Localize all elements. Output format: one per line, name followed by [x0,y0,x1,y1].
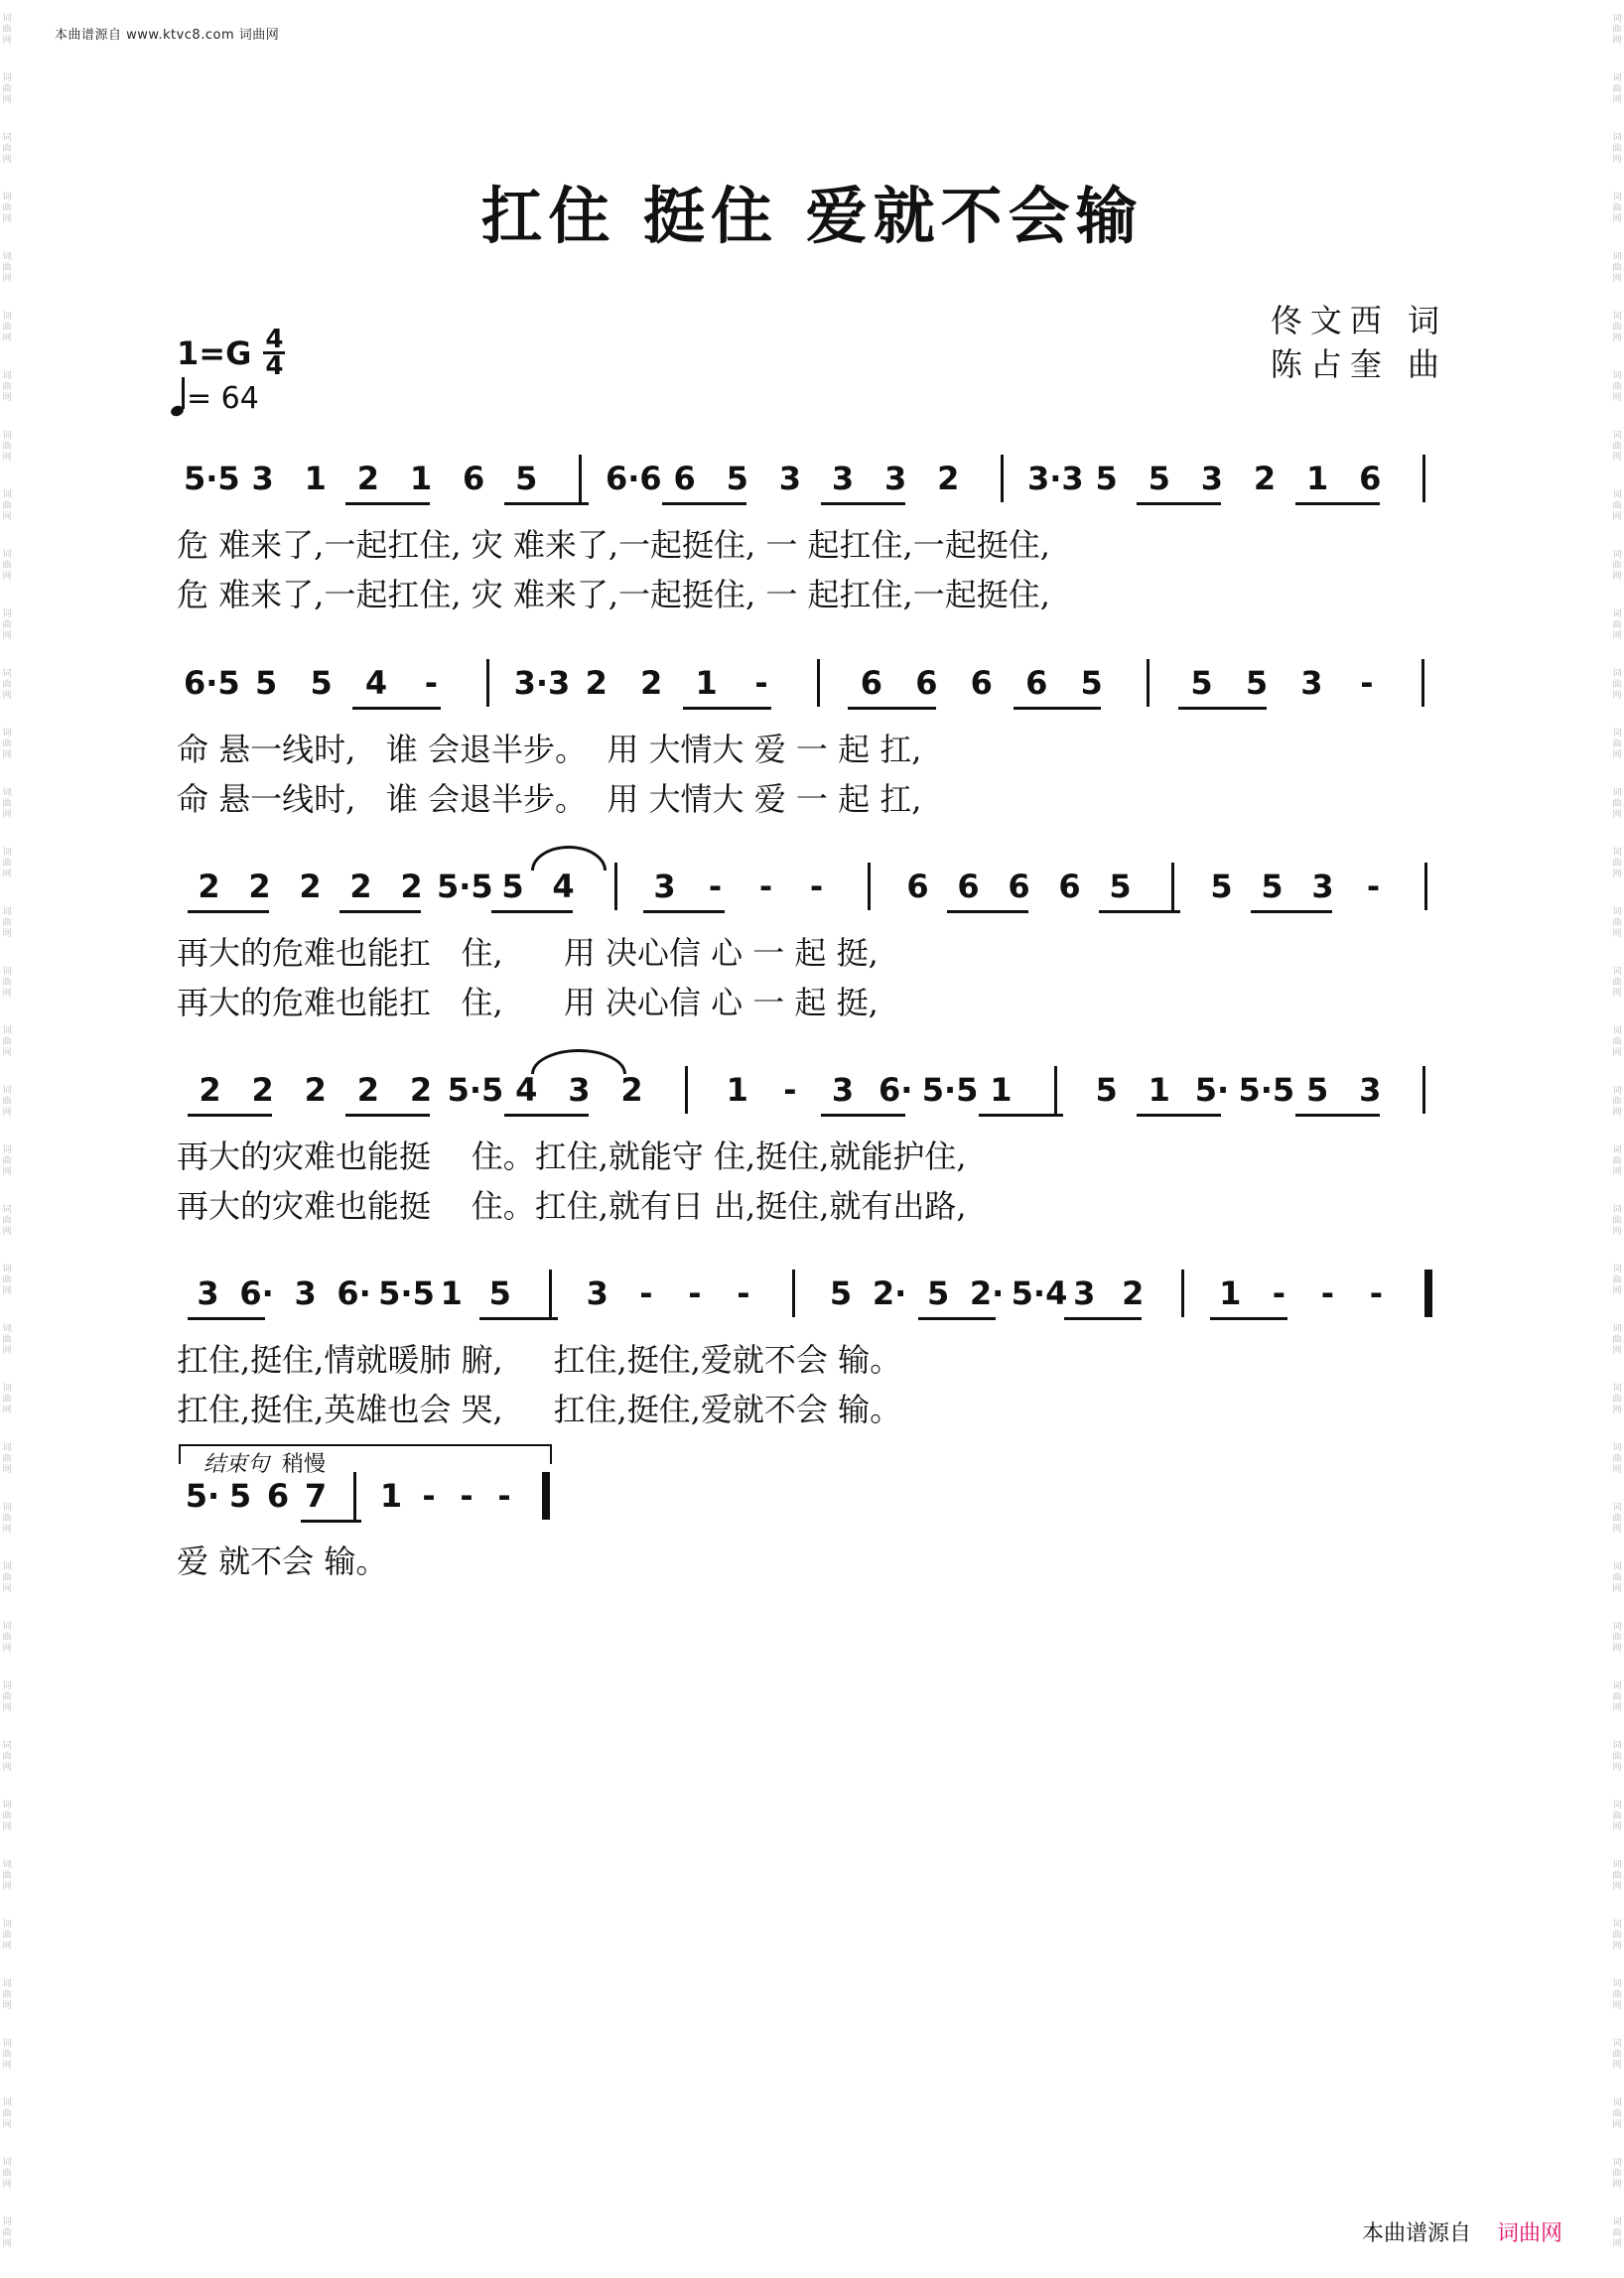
underline-beam [643,910,725,913]
watermark-group: 词 曲 网 [2,13,12,46]
watermark-group: 词 曲 网 [1612,847,1622,879]
barline [1424,863,1427,910]
lyric-line-2: 命 悬一线时, 谁 会退半步。 用 大情大 爱 一 起 扛, [177,780,922,818]
underline-beam [345,1114,430,1117]
underline-beam [188,1114,272,1117]
barline [1147,659,1150,707]
watermark-group: 词 曲 网 [2,1502,12,1535]
watermark-group: 词 曲 网 [1612,1859,1622,1892]
underline-beam [979,1114,1063,1117]
jianpu-note: 2 [304,1071,327,1109]
jianpu-note: 2 [356,1071,380,1109]
watermark-group: 词 曲 网 [2,1621,12,1654]
jianpu-note: 6 [957,868,980,905]
jianpu-note: 6 [1008,868,1030,905]
left-watermark-strip [0,0,14,2278]
jianpu-note: 6 [673,460,696,497]
jianpu-note: 2 [409,1071,433,1109]
jianpu-note: - [1272,1274,1286,1312]
jianpu-note: 3 [653,868,676,905]
jianpu-note: 6· [239,1274,274,1312]
jianpu-note: - [688,1274,702,1312]
jianpu-note: - [783,1071,797,1109]
watermark-group: 词 曲 网 [1612,1502,1622,1535]
jianpu-note: 6 [906,868,929,905]
watermark-group: 词 曲 网 [1612,251,1622,284]
lyric-line-2: 再大的危难也能扛 住, 用 决心信 心 一 起 挺, [177,984,879,1021]
jianpu-note: 2 [248,868,271,905]
composer-credit: 陈占奎 曲 [1270,345,1447,383]
jianpu-note: 5· [185,1477,220,1515]
jianpu-note: 2 [585,664,608,702]
jianpu-note: 5·5 [184,460,240,497]
jianpu-note: 2 [1253,460,1277,497]
underline-beam [662,502,746,505]
jianpu-note: 6 [915,664,938,702]
watermark-group: 词 曲 网 [2,370,12,403]
underline-beam [1295,502,1380,505]
jianpu-note: - [639,1274,653,1312]
watermark-group: 词 曲 网 [2,1323,12,1356]
jianpu-note: 5 [1210,868,1233,905]
notation-row [0,1476,1624,1522]
watermark-group: 词 曲 网 [1612,132,1622,165]
lyric-line-1: 扛住,挺住,情就暖肺 腑, 扛住,挺住,爱就不会 输。 [177,1341,902,1379]
watermark-group: 词 曲 网 [2,1800,12,1832]
watermark-group: 词 曲 网 [1612,430,1622,463]
watermark-group: 词 曲 网 [1612,489,1622,522]
barline [1054,1066,1057,1114]
watermark-group: 词 曲 网 [1612,1204,1622,1237]
jianpu-note: - [424,664,439,702]
underline-beam [504,1114,589,1117]
watermark-group: 词 曲 网 [1612,1264,1622,1296]
watermark-group: 词 曲 网 [2,1740,12,1773]
watermark-group: 词 曲 网 [1612,1085,1622,1118]
underline-beam [683,707,771,710]
watermark-group: 词 曲 网 [2,311,12,343]
jianpu-note: 6 [266,1477,290,1515]
underline-beam [345,502,430,505]
jianpu-note: 5 [1245,664,1269,702]
ending-label-text: 结束句 [203,1452,270,1477]
watermark-group: 词 曲 网 [2,1561,12,1594]
watermark-group: 词 曲 网 [1612,2038,1622,2071]
watermark-group: 词 曲 网 [2,251,12,284]
jianpu-note: 6·6 [606,460,662,497]
watermark-group: 词 曲 网 [2,728,12,760]
underline-beam [918,1317,996,1320]
jianpu-note: - [758,868,773,905]
jianpu-note: 2 [356,460,380,497]
watermark-group: 词 曲 网 [2,1442,12,1475]
jianpu-note: - [497,1477,511,1515]
watermark-group: 词 曲 网 [1612,1919,1622,1951]
jianpu-note: 5 [1261,868,1284,905]
jianpu-note: 1 [695,664,718,702]
watermark-group: 词 曲 网 [1612,966,1622,999]
jianpu-note: 3 [1359,1071,1382,1109]
underline-beam [1014,707,1102,710]
watermark-group: 词 曲 网 [1612,668,1622,701]
watermark-group: 词 曲 网 [2,2216,12,2249]
underline-beam [301,1520,361,1523]
watermark-group: 词 曲 网 [2,608,12,641]
jianpu-note: 4 [515,1071,538,1109]
watermark-group: 词 曲 网 [2,1680,12,1713]
underline-beam [1137,1114,1221,1117]
underline-beam [1099,910,1180,913]
underline-beam [1064,1317,1142,1320]
barline [1422,1066,1425,1114]
watermark-group: 词 曲 网 [1612,1144,1622,1177]
watermark-group: 词 曲 网 [1612,1561,1622,1594]
jianpu-note: 1 [379,1477,403,1515]
jianpu-note: 6 [1058,868,1081,905]
watermark-group: 词 曲 网 [1612,549,1622,582]
jianpu-note: 5 [515,460,538,497]
watermark-group: 词 曲 网 [2,1025,12,1058]
watermark-group: 词 曲 网 [2,1264,12,1296]
underline-beam [479,1317,557,1320]
jianpu-note: 5 [1109,868,1132,905]
jianpu-note: 6· [337,1274,371,1312]
jianpu-note: 1 [726,1071,748,1109]
jianpu-note: 5 [1148,460,1170,497]
barline [579,455,582,502]
ending-label [203,1447,326,1478]
jianpu-note: 3 [197,1274,219,1312]
jianpu-note: 5 [726,460,748,497]
jianpu-note: 5 [1306,1071,1329,1109]
jianpu-note: 2 [199,1071,221,1109]
jianpu-note: 5 [310,664,333,702]
watermark-group: 词 曲 网 [1612,1323,1622,1356]
lyric-line-2: 扛住,挺住,英雄也会 哭, 扛住,挺住,爱就不会 输。 [177,1391,902,1428]
lyric-line-1: 命 悬一线时, 谁 会退半步。 用 大情大 爱 一 起 扛, [177,731,922,768]
jianpu-note: 6 [1025,664,1048,702]
jianpu-note: 2 [620,1071,643,1109]
jianpu-note: 2 [937,460,960,497]
jianpu-note: - [1320,1274,1335,1312]
tempo-value: = 64 [187,381,259,416]
watermark-group: 词 曲 网 [1612,1800,1622,1832]
watermark-group: 词 曲 网 [2,966,12,999]
jianpu-note: 3 [294,1274,317,1312]
jianpu-note: 5 [1095,460,1118,497]
jianpu-note: 2 [640,664,663,702]
watermark-group: 词 曲 网 [2,1204,12,1237]
watermark-group: 词 曲 网 [1612,311,1622,343]
jianpu-note: 3 [884,460,907,497]
watermark-group: 词 曲 网 [1612,1025,1622,1058]
barline [1001,455,1004,502]
jianpu-note: 3 [1300,664,1323,702]
watermark-group: 词 曲 网 [2,72,12,105]
jianpu-note: 5 [926,1274,950,1312]
jianpu-note: 2 [299,868,322,905]
watermark-group: 词 曲 网 [2,847,12,879]
barline [614,863,617,910]
jianpu-note: - [1369,1274,1384,1312]
watermark-group: 词 曲 网 [1612,1442,1622,1475]
jianpu-note: - [809,868,824,905]
jianpu-note: 6 [860,664,883,702]
watermark-group: 词 曲 网 [1612,13,1622,46]
jianpu-note: - [1360,664,1374,702]
watermark-group: 词 曲 网 [1612,787,1622,820]
jianpu-note: - [1366,868,1381,905]
notation-row [0,1273,1624,1319]
watermark-group: 词 曲 网 [2,1383,12,1415]
jianpu-note: 3 [1200,460,1224,497]
watermark-group: 词 曲 网 [2,1085,12,1118]
ending-tempo-mark: 稍慢 [282,1452,327,1477]
watermark-group: 词 曲 网 [2,1919,12,1951]
tempo-marking [171,381,259,416]
barline [792,1270,795,1317]
underline-beam [188,910,269,913]
underline-beam [1137,502,1221,505]
barline [685,1066,688,1114]
watermark-group: 词 曲 网 [1612,728,1622,760]
jianpu-note: 5·5 [378,1274,435,1312]
jianpu-note: 6 [970,664,993,702]
key-label: 1=G [177,334,252,372]
barline [353,1472,356,1520]
watermark-group: 词 曲 网 [1612,1383,1622,1415]
right-watermark-strip [1610,0,1624,2278]
quarter-note-stem [182,377,185,409]
jianpu-note: 5 [829,1274,853,1312]
jianpu-note: 7 [304,1477,328,1515]
jianpu-note: 3 [1311,868,1334,905]
jianpu-note: 5 [1080,664,1103,702]
jianpu-note: - [754,664,768,702]
barline [1181,1270,1184,1317]
jianpu-note: - [422,1477,436,1515]
underline-beam [504,502,589,505]
jianpu-note: 1 [440,1274,463,1312]
song-title: 扛住 挺住 爱就不会输 [480,180,1144,252]
jianpu-note: 3 [1073,1274,1096,1312]
watermark-group: 词 曲 网 [2,668,12,701]
jianpu-note: 1 [1219,1274,1242,1312]
jianpu-note: 5 [501,868,524,905]
jianpu-note: 3 [568,1071,591,1109]
footer-site-name[interactable]: 词曲网 [1497,2221,1563,2246]
jianpu-note: 5·5 [921,1071,979,1109]
ending-lyric: 爱 就不会 输。 [177,1542,388,1580]
underline-beam [848,707,936,710]
jianpu-note: 2 [198,868,220,905]
watermark-group: 词 曲 网 [2,2157,12,2190]
underline-beam [339,910,421,913]
underline-beam [1295,1114,1380,1117]
jianpu-note: 1 [1306,460,1329,497]
barline [549,1270,552,1317]
watermark-group: 词 曲 网 [2,1978,12,2011]
lyric-line-1: 再大的危难也能扛 住, 用 决心信 心 一 起 挺, [177,934,879,972]
underline-beam [821,1114,905,1117]
jianpu-note: 3·3 [513,664,571,702]
jianpu-note: 2 [349,868,372,905]
watermark-group: 词 曲 网 [1612,192,1622,224]
watermark-group: 词 曲 网 [1612,608,1622,641]
underline-beam [821,502,905,505]
jianpu-note: 3 [831,460,855,497]
watermark-group: 词 曲 网 [2,2038,12,2071]
jianpu-note: 1 [1148,1071,1170,1109]
jianpu-note: 6·5 [184,664,240,702]
jianpu-note: 4 [364,664,388,702]
barline [1422,455,1425,502]
underline-beam [1210,1317,1287,1320]
jianpu-note: 2 [251,1071,274,1109]
watermark-group: 词 曲 网 [1612,1621,1622,1654]
watermark-group: 词 曲 网 [2,132,12,165]
watermark-group: 词 曲 网 [2,1859,12,1892]
watermark-group: 词 曲 网 [2,430,12,463]
jianpu-note: 4 [552,868,575,905]
jianpu-note: 1 [990,1071,1013,1109]
barline [1171,863,1174,910]
jianpu-note: 3 [831,1071,855,1109]
notation-row [0,867,1624,912]
jianpu-note: 5· [1194,1071,1230,1109]
time-top: 4 [265,325,284,354]
lyric-line-1: 危 难来了,一起扛住, 灾 难来了,一起挺住, 一 起扛住,一起挺住, [177,526,1050,564]
watermark-group: 词 曲 网 [1612,2157,1622,2190]
jianpu-note: 1 [409,460,433,497]
jianpu-note: 5·5 [437,868,493,905]
underline-beam [947,910,1028,913]
jianpu-note: 3·3 [1027,460,1084,497]
watermark-group: 词 曲 网 [1612,2097,1622,2130]
barline [817,659,820,707]
lyricist-credit: 佟文西 词 [1270,302,1447,339]
watermark-group: 词 曲 网 [2,192,12,224]
barline [486,659,489,707]
watermark-group: 词 曲 网 [2,1144,12,1177]
watermark-group: 词 曲 网 [2,549,12,582]
watermark-group: 词 曲 网 [1612,370,1622,403]
jianpu-note: 5 [228,1477,252,1515]
underline-beam [491,910,573,913]
underline-beam [188,1317,265,1320]
notation-row [0,1070,1624,1116]
watermark-group: 词 曲 网 [2,2097,12,2130]
jianpu-note: 3 [778,460,802,497]
jianpu-note: 1 [304,460,327,497]
jianpu-note: 2 [1122,1274,1145,1312]
jianpu-note: - [708,868,723,905]
barline [868,863,871,910]
jianpu-note: 2· [872,1274,907,1312]
tie-arc [531,846,607,871]
underline-beam [352,707,441,710]
final-barline [1424,1270,1432,1317]
tie-arc [531,1049,626,1074]
footer-source: 本曲谱源自 [1362,2221,1472,2246]
underline-beam [1178,707,1267,710]
time-bottom: 4 [265,351,284,381]
jianpu-note: 5 [1095,1071,1118,1109]
watermark-group: 词 曲 网 [2,787,12,820]
time-signature [263,325,285,381]
jianpu-note: 5·5 [1238,1071,1295,1109]
watermark-group: 词 曲 网 [1612,1680,1622,1713]
jianpu-note: - [737,1274,750,1312]
barline [1421,659,1424,707]
notation-row [0,663,1624,709]
final-barline [542,1472,550,1520]
watermark-group: 词 曲 网 [1612,72,1622,105]
jianpu-note: 5·5 [447,1071,504,1109]
watermark-group: 词 曲 网 [1612,1978,1622,2011]
site-note: 本曲谱源自 www.ktvc8.com 词曲网 [55,28,280,43]
jianpu-note: 3 [586,1274,609,1312]
jianpu-note: 3 [251,460,274,497]
jianpu-note: 5 [488,1274,511,1312]
jianpu-note: - [460,1477,474,1515]
watermark-group: 词 曲 网 [2,906,12,939]
watermark-group: 词 曲 网 [1612,2216,1622,2249]
underline-beam [1251,910,1332,913]
jianpu-note: 2· [969,1274,1005,1312]
jianpu-note: 6 [463,460,485,497]
lyric-line-1: 再大的灾难也能挺 住。扛住,就能守 住,挺住,就能护住, [177,1138,967,1175]
notation-row [0,459,1624,504]
jianpu-note: 5·4 [1011,1274,1068,1312]
jianpu-note: 5 [1190,664,1213,702]
lyric-line-2: 危 难来了,一起扛住, 灾 难来了,一起挺住, 一 起扛住,一起挺住, [177,576,1050,613]
watermark-group: 词 曲 网 [2,489,12,522]
key-signature [177,325,285,381]
watermark-group: 词 曲 网 [1612,906,1622,939]
jianpu-note: 6· [878,1071,913,1109]
watermark-group: 词 曲 网 [1612,1740,1622,1773]
jianpu-note: 5 [255,664,278,702]
jianpu-note: 6 [1359,460,1382,497]
jianpu-note: 2 [400,868,423,905]
lyric-line-2: 再大的灾难也能挺 住。扛住,就有日 出,挺住,就有出路, [177,1187,967,1225]
